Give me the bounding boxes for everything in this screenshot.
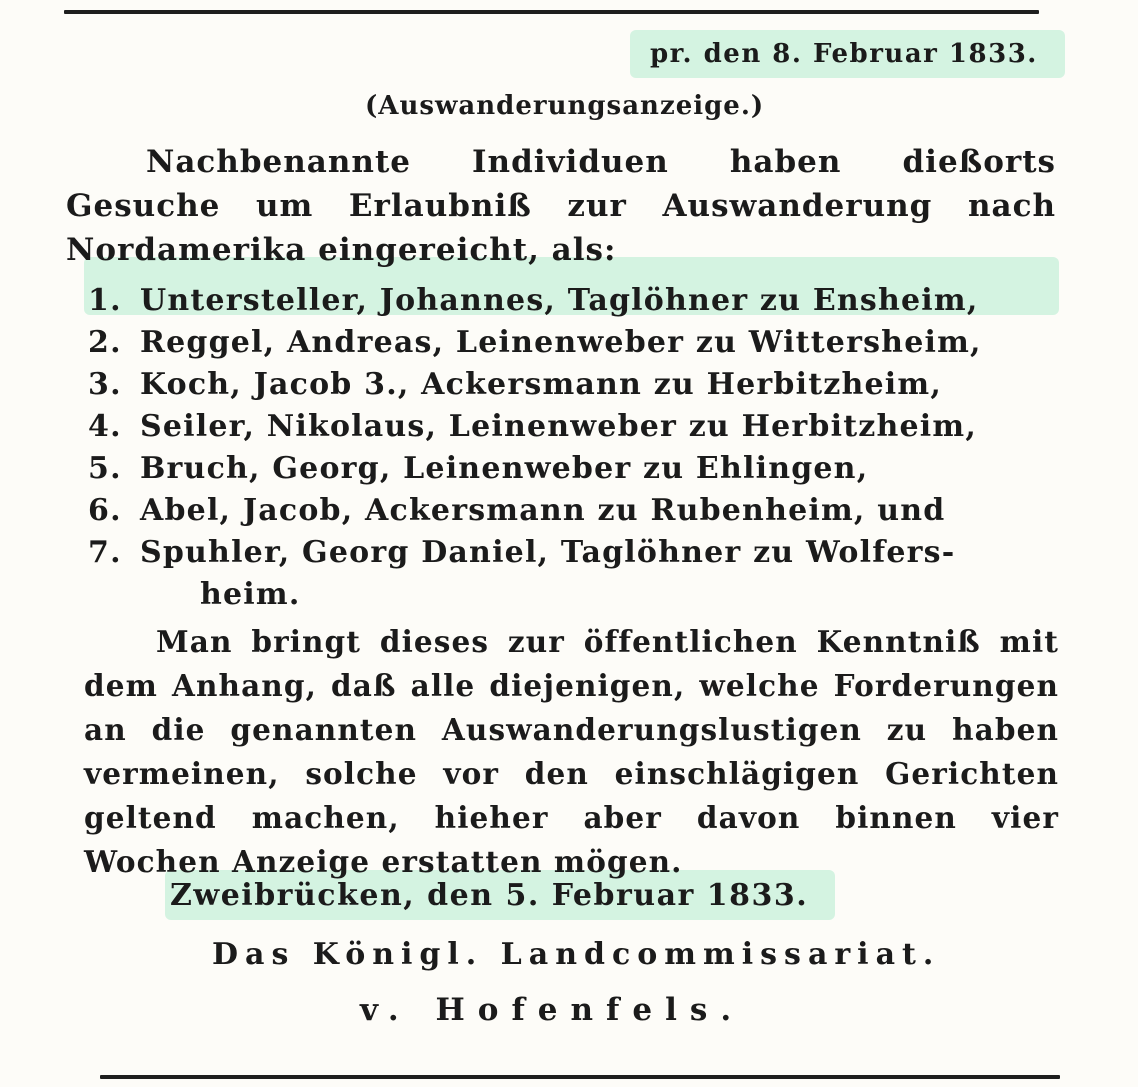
entry-number: 6.: [88, 493, 122, 528]
entry-number: 3.: [88, 367, 122, 402]
issuing-office: Das Königl. Landcommissariat.: [212, 937, 941, 972]
intro-text: Nachbenannte Individuen haben dießorts Gesuche um Erlaubniß zur Auswanderung nach Nordamerika eingereicht, als:: [66, 144, 1056, 268]
list-item: [88, 448, 1048, 490]
body-text: Man bringt dieses zur öffentlichen Kenntniß mit dem Anhang, daß alle diejenigen, welche Forderungen an die genannten Auswanderungslustigen zu haben vermeinen, solche vor den einschlägigen Gerichten geltend machen, hieher aber davon binnen vier Wochen Anzeige erstatten mögen.: [84, 624, 1059, 879]
list-item: [88, 406, 1048, 448]
bottom-rule: [100, 1075, 1060, 1079]
entry-number: 5.: [88, 451, 122, 486]
list-item: [88, 280, 1048, 322]
signature: v. Hofenfels.: [360, 992, 745, 1028]
list-item: [88, 364, 1048, 406]
list-item: [88, 532, 1048, 616]
entry-number: 2.: [88, 325, 122, 360]
applicant-list: [88, 280, 1048, 616]
entry-text: Bruch, Georg, Leinenweber zu Ehlingen,: [140, 451, 869, 486]
notice-date: pr. den 8. Februar 1833.: [650, 39, 1038, 69]
notice-caption: (Auswanderungsanzeige.): [365, 91, 765, 121]
list-item: [88, 322, 1048, 364]
entry-text: Spuhler, Georg Daniel, Taglöhner zu Wolfers-: [140, 535, 956, 570]
entry-number: 1.: [88, 283, 122, 318]
entry-text: Abel, Jacob, Ackersmann zu Rubenheim, und: [140, 493, 946, 528]
entry-text: Koch, Jacob 3., Ackersmann zu Herbitzheim,: [140, 367, 942, 402]
entry-text: Reggel, Andreas, Leinenweber zu Wittersheim,: [140, 325, 982, 360]
list-item: [88, 490, 1048, 532]
entry-text: Seiler, Nikolaus, Leinenweber zu Herbitzheim,: [140, 409, 977, 444]
entry-number: 4.: [88, 409, 122, 444]
entry-text: Untersteller, Johannes, Taglöhner zu Ensheim,: [140, 283, 979, 318]
entry-number: 7.: [88, 535, 122, 570]
place-date: Zweibrücken, den 5. Februar 1833.: [170, 878, 809, 913]
entry-continuation: heim.: [200, 577, 301, 612]
top-rule: [64, 10, 1039, 14]
intro-paragraph: [66, 140, 1056, 272]
body-paragraph: [84, 620, 1059, 884]
